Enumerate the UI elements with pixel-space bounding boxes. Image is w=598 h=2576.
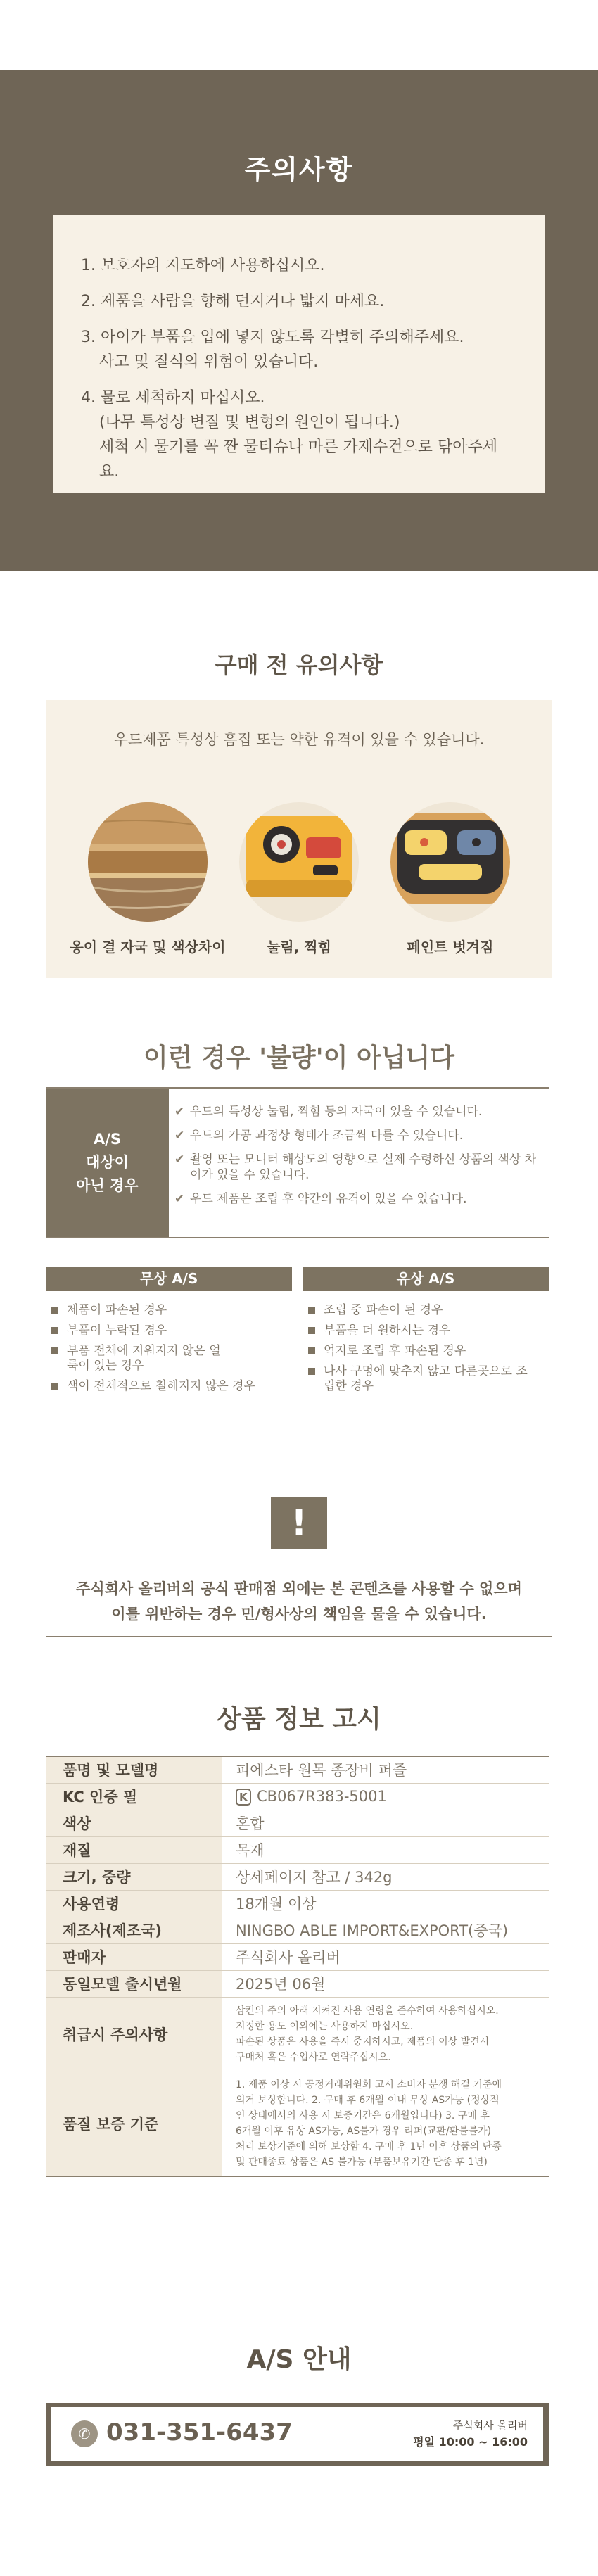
bullet-square-icon [51,1327,58,1334]
info-line: 인 상태에서의 사용 시 보증기간은 6개월입니다) 3. 구매 후 [236,2109,490,2121]
info-line: 및 판매종료 상품은 AS 불가능 (부품보유기간 단종 후 1년) [236,2156,488,2168]
bullet-square-icon [308,1347,315,1354]
bullet-square-icon [308,1368,315,1375]
bullet-square-icon [308,1307,315,1314]
info-value [222,1783,549,1810]
info-value: 피에스타 원목 종장비 퍼즐 [222,1756,549,1783]
list-item: 조립 중 파손이 된 경우 [303,1303,549,1318]
pre-purchase-note: 우드제품 특성상 흠집 또는 약한 유격이 있을 수 있습니다. [113,731,485,748]
info-value [222,2071,549,2176]
as-info-title: A/S 안내 [246,2345,352,2374]
table-row [46,1943,549,1970]
info-line: 1. 제품 이상 시 공정거래위원회 고시 소비자 분쟁 해결 기준에 [236,2079,502,2090]
caution-title: 주의사항 [244,154,354,185]
info-value: 주식회사 올리버 [222,1943,549,1970]
list-item: 부품이 누락된 경우 [46,1324,285,1338]
divider [46,1636,552,1637]
table-row [46,1970,549,1997]
table-row [46,1997,549,2071]
not-defect-list [174,1104,544,1215]
list-item: 나사 구멍에 맞추지 않고 다른곳으로 조립한 경우 [303,1364,549,1394]
info-key: 크기, 중량 [46,1863,222,1890]
as-company-info [413,2417,528,2451]
check-icon: ✔ [174,1129,185,1143]
bullet-square-icon [308,1327,315,1334]
info-value: 상세페이지 참고 / 342g [222,1863,549,1890]
wood-knot-caption: 옹이 결 자국 및 색상차이 [70,939,226,956]
bullet-square-icon [51,1383,58,1390]
not-defect-box [46,1087,549,1238]
paint-peel-caption: 페인트 벗겨짐 [407,939,494,956]
info-key: 동일모델 출시년월 [46,1970,222,1997]
info-line: 구매처 혹은 수입사로 연락주십시오. [236,2051,391,2063]
product-info-title: 상품 정보 고시 [217,1705,381,1734]
table-row [46,1890,549,1917]
as-box-notch [51,2403,543,2407]
caution-item [81,253,517,278]
caution-box [53,215,545,493]
free-as-list [46,1303,285,1400]
caution-item-text: 3. 아이가 부품을 입에 넣지 않도록 각별히 주의해주세요. [81,329,464,346]
list-item: 부품 전체에 지워지지 않은 얼룩이 있는 경우 [46,1344,285,1373]
table-row [46,1756,549,1783]
info-line: 의거 보상합니다. 2. 구매 후 6개월 이내 무상 AS가능 (정상적 [236,2094,500,2106]
info-key: 색상 [46,1810,222,1836]
list-item: 억지로 조립 후 파손된 경우 [303,1344,549,1359]
info-key: 품질 보증 기준 [46,2071,222,2176]
as-label-line: A/S [93,1131,122,1148]
table-row [46,1836,549,1863]
phone-icon: ✆ [71,2420,98,2447]
exclamation-icon: ! [271,1497,327,1549]
check-icon: ✔ [174,1153,185,1167]
info-key: 재질 [46,1836,222,1863]
info-line: 삼킨의 주의 아래 지켜진 사용 연령을 준수하여 사용하십시오. [236,2005,499,2017]
list-item: 부품을 더 원하시는 경우 [303,1324,549,1338]
info-key: 판매자 [46,1943,222,1970]
paid-as-header: 유상 A/S [303,1267,549,1291]
info-value [222,1997,549,2071]
business-hours: 평일 10:00 ~ 16:00 [413,2435,528,2449]
table-row [46,2071,549,2176]
as-label-line: 대상이 [86,1154,129,1171]
table-row [46,1863,549,1890]
free-as-header: 무상 A/S [46,1267,292,1291]
dent-caption: 눌림, 찍힘 [267,939,331,956]
table-row [46,1917,549,1943]
not-defect-title: 이런 경우 '불량'이 아닙니다 [143,1043,455,1072]
info-key: 제조사(제조국) [46,1917,222,1943]
kc-number: CB067R383-5001 [257,1787,387,1805]
table-row [46,1810,549,1836]
list-item: 제품이 파손된 경우 [46,1303,285,1318]
info-value: 혼합 [222,1810,549,1836]
paint-peel-image [390,802,510,922]
info-value: NINGBO ABLE IMPORT&EXPORT(중국) [222,1917,549,1943]
info-line: 파손된 상품은 사용을 즉시 중지하시고, 제품의 이상 발견시 [236,2036,490,2048]
caution-item [81,289,517,314]
as-not-applicable-label [46,1089,169,1237]
info-key: 품명 및 모델명 [46,1756,222,1783]
check-icon: ✔ [174,1192,185,1206]
info-line: 6개월 이후 유상 AS가능, AS불가 경우 리퍼(교환/환불불가) [236,2125,492,2137]
company-name: 주식회사 올리버 [452,2419,528,2432]
kc-certification-icon [236,1789,251,1806]
as-label-line: 아닌 경우 [76,1177,139,1194]
caution-item-text: 4. 물로 세척하지 마십시오. [81,389,265,407]
as-contact-box [46,2403,549,2466]
caution-item [81,386,517,484]
dent-image [239,802,359,922]
pre-purchase-title: 구매 전 유의사항 [215,652,383,678]
caution-item-text: 1. 보호자의 지도하에 사용하십시오. [81,257,325,274]
table-row [46,1783,549,1810]
product-info-table [46,1756,549,2177]
info-value: 2025년 06월 [222,1970,549,1997]
info-key: 취급시 주의사항 [46,1997,222,2071]
caution-item-subtext: (나무 특성상 변질 및 변형의 원인이 됩니다.) [99,414,400,431]
caution-item-text: 2. 제품을 사람을 향해 던지거나 밟지 마세요. [81,293,385,310]
list-item: 색이 전체적으로 칠해지지 않은 경우 [46,1379,285,1394]
check-icon: ✔ [174,1105,185,1119]
list-item: ✔ 우드의 가공 과정상 형태가 조금씩 다를 수 있습니다. [174,1129,464,1143]
list-item: ✔ 우드 제품은 조립 후 약간의 유격이 있을 수 있습니다. [174,1192,467,1206]
caution-item-subtext: 사고 및 질식의 위험이 있습니다. [99,353,319,371]
pre-purchase-box [46,700,552,978]
info-line: 지정한 용도 이외에는 사용하지 마십시오. [236,2020,414,2032]
wood-knot-image [88,802,208,922]
paid-as-list [303,1303,549,1400]
caution-item-subtext: 세척 시 물기를 꼭 짠 물티슈나 마른 가재수건으로 닦아주세요. [99,438,497,481]
info-line: 처리 보상기준에 의해 보상함 4. 구매 후 1년 이후 상품의 단종 [236,2140,502,2152]
list-item: ✔ 촬영 또는 모니터 해상도의 영향으로 실제 수령하신 상품의 색상 차이가 있을 수 있습니다. [174,1153,537,1182]
info-value: 18개월 이상 [222,1890,549,1917]
as-phone-number[interactable]: 031-351-6437 [106,2418,293,2447]
info-key: KC 인증 필 [46,1783,222,1810]
info-value: 목재 [222,1836,549,1863]
info-key: 사용연령 [46,1890,222,1917]
caution-item [81,325,517,374]
list-item: ✔ 우드의 특성상 눌림, 찍힘 등의 자국이 있을 수 있습니다. [174,1105,483,1119]
copyright-warning: 주식회사 올리버의 공식 판매점 외에는 본 콘텐츠를 사용할 수 없으며 이를 위반하는 경우 민/형사상의 책임을 물을 수 있습니다. [76,1580,522,1623]
bullet-square-icon [51,1307,58,1314]
bullet-square-icon [51,1347,58,1354]
